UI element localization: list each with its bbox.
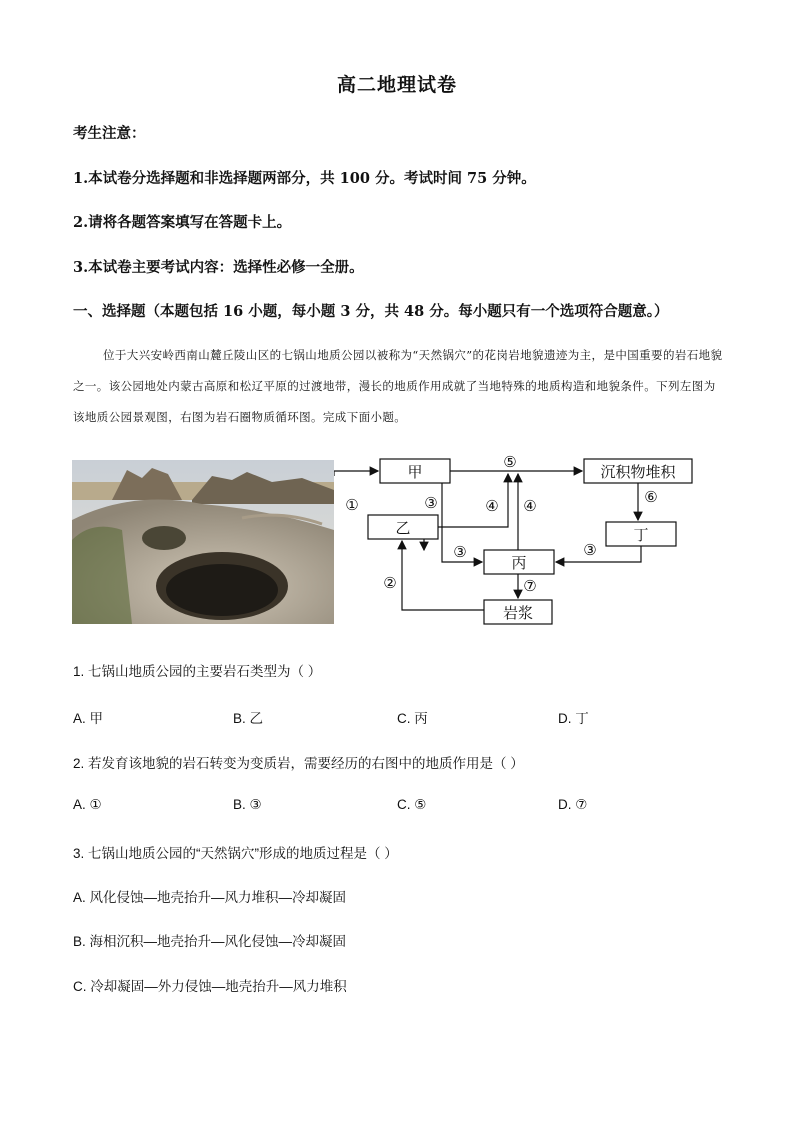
q1-option-c[interactable]: C. 丙 — [397, 711, 428, 726]
label-sediment: 沉积物堆积 — [600, 463, 676, 481]
q3-option-b[interactable]: B. 海相沉积—地壳抬升—风化侵蚀—冷却凝固 — [73, 934, 347, 949]
q2-option-a[interactable]: A. ① — [73, 797, 102, 812]
question-3-stem: 3. 七锅山地质公园的“天然锅穴”形成的地质过程是（ ） — [73, 846, 398, 861]
label-jia: 甲 — [407, 463, 423, 481]
q2-option-c[interactable]: C. ⑤ — [397, 797, 427, 812]
process-3b: ③ — [453, 543, 467, 561]
q2-option-d[interactable]: D. ⑦ — [558, 797, 588, 812]
notes-heading: 考生注意： — [73, 125, 146, 142]
q3-option-c[interactable]: C. 冷却凝固—外力侵蚀—地壳抬升—风力堆积 — [73, 979, 347, 994]
process-4a: ④ — [485, 497, 499, 515]
label-bing: 丙 — [511, 554, 527, 572]
label-ding: 丁 — [633, 526, 649, 544]
question-2-stem: 2. 若发育该地貌的岩石转变为变质岩，需要经历的右图中的地质作用是（ ） — [73, 756, 524, 771]
process-7: ⑦ — [523, 577, 537, 595]
label-magma: 岩浆 — [502, 604, 534, 622]
note-item: 1.本试卷分选择题和非选择题两部分，共 100 分。考试时间 75 分钟。 — [73, 170, 536, 187]
question-1-stem: 1. 七锅山地质公园的主要岩石类型为（ ） — [73, 664, 322, 679]
label-yi: 乙 — [395, 519, 411, 537]
process-4b: ④ — [523, 497, 537, 515]
q3-option-a[interactable]: A. 风化侵蚀—地壳抬升—风力堆积—冷却凝固 — [73, 890, 347, 905]
landscape-photo — [72, 460, 334, 624]
rock-cycle-diagram — [334, 454, 704, 630]
process-5: ⑤ — [503, 454, 517, 471]
page-title: 高二地理试卷 — [336, 74, 457, 96]
note-item: 3.本试卷主要考试内容：选择性必修一全册。 — [73, 259, 364, 276]
q1-option-a[interactable]: A. 甲 — [73, 711, 104, 726]
section-heading: 一、选择题（本题包括 16 小题，每小题 3 分，共 48 分。每小题只有一个选项符合题意。） — [73, 303, 669, 320]
note-item: 2.请将各题答案填写在答题卡上。 — [73, 214, 292, 231]
q2-option-b[interactable]: B. ③ — [233, 797, 262, 812]
process-3a: ③ — [424, 494, 438, 512]
process-6: ⑥ — [644, 488, 658, 506]
process-2: ② — [383, 574, 397, 592]
process-3c: ③ — [583, 541, 597, 559]
process-1: ① — [345, 496, 359, 514]
q1-option-b[interactable]: B. 乙 — [233, 711, 264, 726]
q1-option-d[interactable]: D. 丁 — [558, 711, 589, 726]
intro-paragraph: 位于大兴安岭西南山麓丘陵山区的七锅山地质公园以被称为“天然锅穴”的花岗岩地貌遗迹为主，是中国重要的岩石地貌之一。该公园地处内蒙古高原和松辽平原的过渡地带，漫长的地质作用成就了当地特殊的地质构造和地貌条件。下列左图为该地质公园景观图，右图为岩石圈物质循环图。完成下面小题。 — [73, 348, 723, 424]
